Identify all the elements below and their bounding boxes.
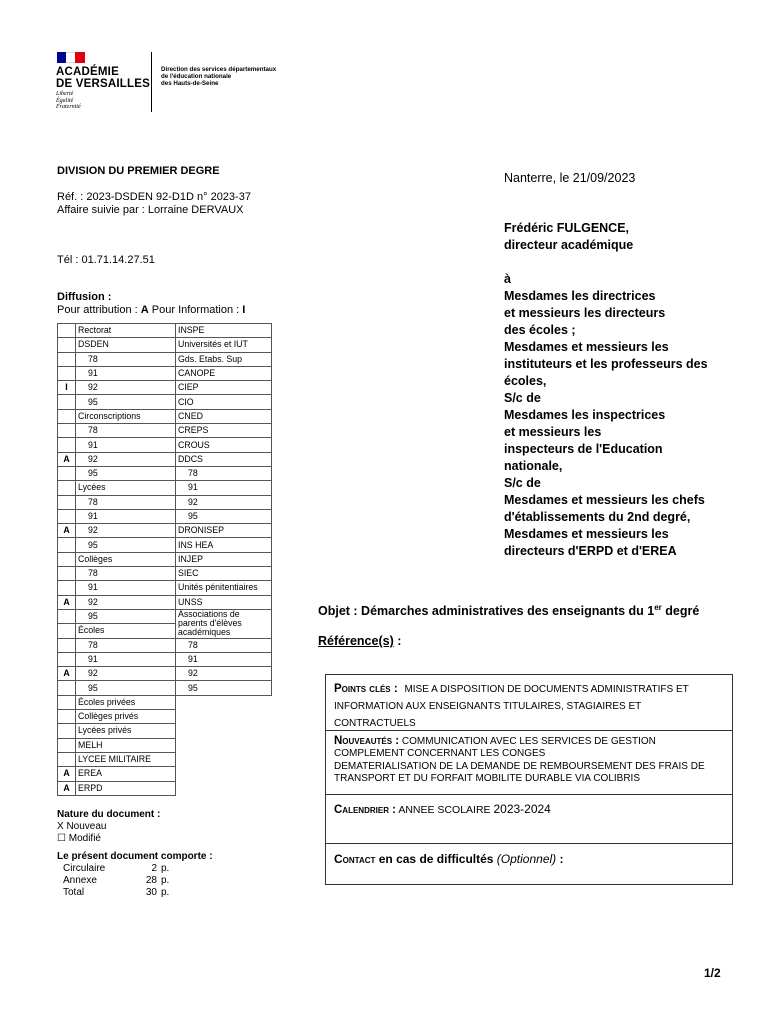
diffusion-recipient: Écoles	[76, 624, 176, 638]
diffusion-recipient: 91	[76, 581, 176, 595]
recipient-line: et messieurs les directeurs	[504, 306, 666, 320]
diffusion-recipient: 95	[76, 395, 176, 409]
diffusion-recipient: Collèges	[76, 552, 176, 566]
diffusion-recipient: 95	[76, 609, 176, 623]
diffusion-mark: A	[58, 524, 76, 538]
diffusion-recipient: DRONISEP	[176, 524, 272, 538]
table-row	[58, 395, 272, 409]
recipient-line: nationale,	[504, 459, 563, 473]
recipient-line: Mesdames et messieurs les	[504, 527, 669, 541]
composition-item: Total 30 p.	[63, 887, 170, 898]
diffusion-mark	[58, 724, 76, 738]
diffusion-recipient: INJEP	[176, 552, 272, 566]
diffusion-recipient	[176, 695, 272, 709]
diffusion-recipient: 95	[76, 681, 176, 695]
table-row	[58, 710, 272, 724]
recipient-line: Mesdames et messieurs les	[504, 340, 669, 354]
nature-du-document	[57, 809, 160, 845]
diffusion-recipient: CANOPE	[176, 366, 272, 380]
table-row	[58, 352, 272, 366]
diffusion-mark	[58, 366, 76, 380]
diffusion-recipient: CROUS	[176, 438, 272, 452]
diffusion-recipient: 95	[176, 681, 272, 695]
diffusion-recipient	[176, 767, 272, 781]
table-row	[58, 581, 272, 595]
diffusion-recipient: 91	[176, 481, 272, 495]
table-row	[58, 424, 272, 438]
diffusion-recipient: 95	[76, 538, 176, 552]
diffusion-recipient: INSPE	[176, 324, 272, 338]
diffusion-recipient: 78	[76, 567, 176, 581]
diffusion-mark	[58, 552, 76, 566]
recipient-line: Mesdames et messieurs les chefs	[504, 493, 705, 507]
recipient-line: écoles,	[504, 374, 547, 388]
diffusion-recipient: INS HEA	[176, 538, 272, 552]
table-row	[58, 466, 272, 480]
diffusion-recipient: 92	[76, 595, 176, 609]
division-title: DIVISION DU PREMIER DEGRE	[57, 165, 220, 177]
diffusion-mark	[58, 581, 76, 595]
diffusion-mark	[58, 338, 76, 352]
diffusion-mark: A	[58, 781, 76, 795]
diffusion-mark	[58, 509, 76, 523]
diffusion-title: Diffusion :	[57, 291, 112, 303]
diffusion-recipient: 78	[176, 466, 272, 480]
diffusion-recipient: Gds. Etabs. Sup	[176, 352, 272, 366]
diffusion-recipient: 92	[76, 524, 176, 538]
diffusion-recipient: 92	[76, 667, 176, 681]
reference-number: Réf. : 2023-DSDEN 92-D1D n° 2023-37	[57, 191, 251, 203]
diffusion-recipient: 91	[76, 509, 176, 523]
recipient-line: Mesdames les inspectrices	[504, 408, 666, 422]
table-row	[58, 409, 272, 423]
recipient-line: instituteurs et les professeurs des	[504, 357, 708, 371]
table-row	[58, 638, 272, 652]
diffusion-recipient: Universités et IUT	[176, 338, 272, 352]
diffusion-recipient: Collèges privés	[76, 710, 176, 724]
recipient-line: d'établissements du 2nd degré,	[504, 510, 691, 524]
sender-title: directeur académique	[504, 238, 634, 252]
diffusion-mark	[58, 638, 76, 652]
diffusion-legend: Pour attribution : A Pour Information : I	[57, 304, 246, 316]
table-row	[58, 524, 272, 538]
diffusion-recipient: SIEC	[176, 567, 272, 581]
diffusion-recipient: Associations de parents d'élèves académiques	[176, 609, 272, 638]
diffusion-recipient: 91	[76, 438, 176, 452]
table-row	[58, 724, 272, 738]
table-row	[58, 324, 272, 338]
diffusion-mark: A	[58, 767, 76, 781]
diffusion-mark: A	[58, 452, 76, 466]
diffusion-mark	[58, 695, 76, 709]
contact-box: Contact en cas de difficultés (Optionnel) :	[325, 843, 733, 885]
diffusion-table	[57, 323, 272, 796]
direction-name: Direction des services départementaux de l'éducation nationale des Hauts-de-Seine	[161, 66, 277, 88]
composition-item: Annexe 28 p.	[63, 875, 170, 886]
diffusion-recipient: 91	[76, 652, 176, 666]
table-row	[58, 495, 272, 509]
diffusion-mark	[58, 567, 76, 581]
diffusion-recipient: 95	[176, 509, 272, 523]
composition-item: Circulaire 2 p.	[63, 863, 170, 874]
diffusion-recipient: Écoles privées	[76, 695, 176, 709]
composition-title: Le présent document comporte :	[57, 851, 213, 862]
diffusion-mark	[58, 681, 76, 695]
recipient-line: S/c de	[504, 391, 541, 405]
diffusion-mark	[58, 352, 76, 366]
diffusion-recipient	[176, 738, 272, 752]
diffusion-recipient: Circonscriptions	[76, 409, 176, 423]
recipient-line: Mesdames les directrices	[504, 289, 656, 303]
sender-name: Frédéric FULGENCE,	[504, 221, 630, 235]
diffusion-recipient: 78	[176, 638, 272, 652]
diffusion-mark	[58, 710, 76, 724]
table-row	[58, 738, 272, 752]
diffusion-recipient	[176, 724, 272, 738]
recipient-line: des écoles ;	[504, 323, 576, 337]
diffusion-mark	[58, 481, 76, 495]
table-row	[58, 452, 272, 466]
table-row	[58, 366, 272, 380]
table-row	[58, 567, 272, 581]
republic-flag-icon	[57, 52, 85, 63]
date-place: Nanterre, le 21/09/2023	[504, 171, 636, 185]
diffusion-mark	[58, 438, 76, 452]
table-row	[58, 781, 272, 795]
diffusion-mark	[58, 409, 76, 423]
diffusion-mark: A	[58, 595, 76, 609]
recipient-line: et messieurs les	[504, 425, 602, 439]
diffusion-mark: I	[58, 381, 76, 395]
table-row	[58, 509, 272, 523]
table-row	[58, 381, 272, 395]
diffusion-recipient	[176, 710, 272, 724]
diffusion-recipient: ERPD	[76, 781, 176, 795]
diffusion-recipient: UNSS	[176, 595, 272, 609]
diffusion-mark	[58, 738, 76, 752]
diffusion-recipient: LYCEE MILITAIRE	[76, 752, 176, 766]
points-cles-box: Points clés : MISE A DISPOSITION DE DOCUMENTS ADMINISTRATIFS ET INFORMATION AUX ENSEIGNANTS TITULAIRES, STAGIAIRES ET CONTRACTUELS	[325, 674, 733, 731]
diffusion-recipient: 91	[176, 652, 272, 666]
diffusion-recipient: 95	[76, 466, 176, 480]
recipient-line: directeurs d'ERPD et d'EREA	[504, 544, 677, 558]
document-composition	[57, 851, 213, 899]
diffusion-recipient: CREPS	[176, 424, 272, 438]
nouveautes-box: Nouveautés : COMMUNICATION AVEC LES SERVICES DE GESTION COMPLEMENT CONCERNANT LES CONGES DEMATERIALISATION DE LA DEMANDE DE REMBOURSEMENT DES FRAIS DE TRANSPORT ET DU FORFAIT MOBILITE DURABLE VIA COLIBRIS	[325, 730, 733, 795]
objet: Objet : Démarches administratives des enseignants du 1er degré	[318, 603, 700, 619]
diffusion-mark	[58, 324, 76, 338]
diffusion-recipient: 78	[76, 495, 176, 509]
telephone: Tél : 01.71.14.27.51	[57, 254, 155, 266]
page-number: 1/2	[704, 966, 721, 980]
diffusion-recipient: 92	[176, 667, 272, 681]
diffusion-recipient: 92	[76, 452, 176, 466]
diffusion-recipient: DSDEN	[76, 338, 176, 352]
table-row	[58, 538, 272, 552]
diffusion-mark: A	[58, 667, 76, 681]
diffusion-mark	[58, 624, 76, 638]
diffusion-recipient: Lycées privés	[76, 724, 176, 738]
diffusion-mark	[58, 495, 76, 509]
table-row	[58, 652, 272, 666]
diffusion-mark	[58, 424, 76, 438]
diffusion-recipient: 78	[76, 424, 176, 438]
diffusion-mark	[58, 395, 76, 409]
diffusion-mark	[58, 538, 76, 552]
table-row	[58, 595, 272, 609]
diffusion-recipient: CIEP	[176, 381, 272, 395]
diffusion-recipient: Unités pénitentiaires	[176, 581, 272, 595]
diffusion-recipient: CNED	[176, 409, 272, 423]
recipients-list	[504, 271, 744, 560]
table-row	[58, 338, 272, 352]
table-row	[58, 767, 272, 781]
diffusion-recipient: Lycées	[76, 481, 176, 495]
diffusion-recipient: 78	[76, 352, 176, 366]
table-row	[58, 681, 272, 695]
diffusion-recipient	[176, 781, 272, 795]
diffusion-recipient: DDCS	[176, 452, 272, 466]
table-row	[58, 552, 272, 566]
diffusion-recipient: 91	[76, 366, 176, 380]
diffusion-mark	[58, 609, 76, 623]
diffusion-recipient	[176, 752, 272, 766]
table-row	[58, 667, 272, 681]
diffusion-recipient: 78	[76, 638, 176, 652]
recipient-line: inspecteurs de l'Education	[504, 442, 663, 456]
republic-motto: Liberté Égalité Fraternité	[56, 91, 81, 110]
diffusion-recipient: MELH	[76, 738, 176, 752]
recipient-line: S/c de	[504, 476, 541, 490]
diffusion-recipient: Rectorat	[76, 324, 176, 338]
calendrier-box: Calendrier : ANNEE SCOLAIRE 2023-2024	[325, 794, 733, 844]
table-row	[58, 695, 272, 709]
diffusion-mark	[58, 652, 76, 666]
diffusion-mark	[58, 466, 76, 480]
table-row	[58, 481, 272, 495]
nature-modifie: ☐ Modifié	[57, 833, 101, 844]
recipient-line: à	[504, 272, 511, 286]
table-row	[58, 609, 272, 623]
table-row	[58, 438, 272, 452]
affaire-suivie: Affaire suivie par : Lorraine DERVAUX	[57, 204, 244, 216]
diffusion-recipient: EREA	[76, 767, 176, 781]
nature-title: Nature du document :	[57, 809, 161, 820]
logo-separator	[151, 52, 152, 112]
diffusion-recipient: CIO	[176, 395, 272, 409]
diffusion-recipient: 92	[176, 495, 272, 509]
table-row	[58, 752, 272, 766]
academy-logo-title: ACADÉMIE DE VERSAILLES	[56, 66, 150, 90]
references: Référence(s) :	[318, 634, 402, 648]
nature-nouveau: X Nouveau	[57, 821, 107, 832]
diffusion-mark	[58, 752, 76, 766]
diffusion-recipient: 92	[76, 381, 176, 395]
